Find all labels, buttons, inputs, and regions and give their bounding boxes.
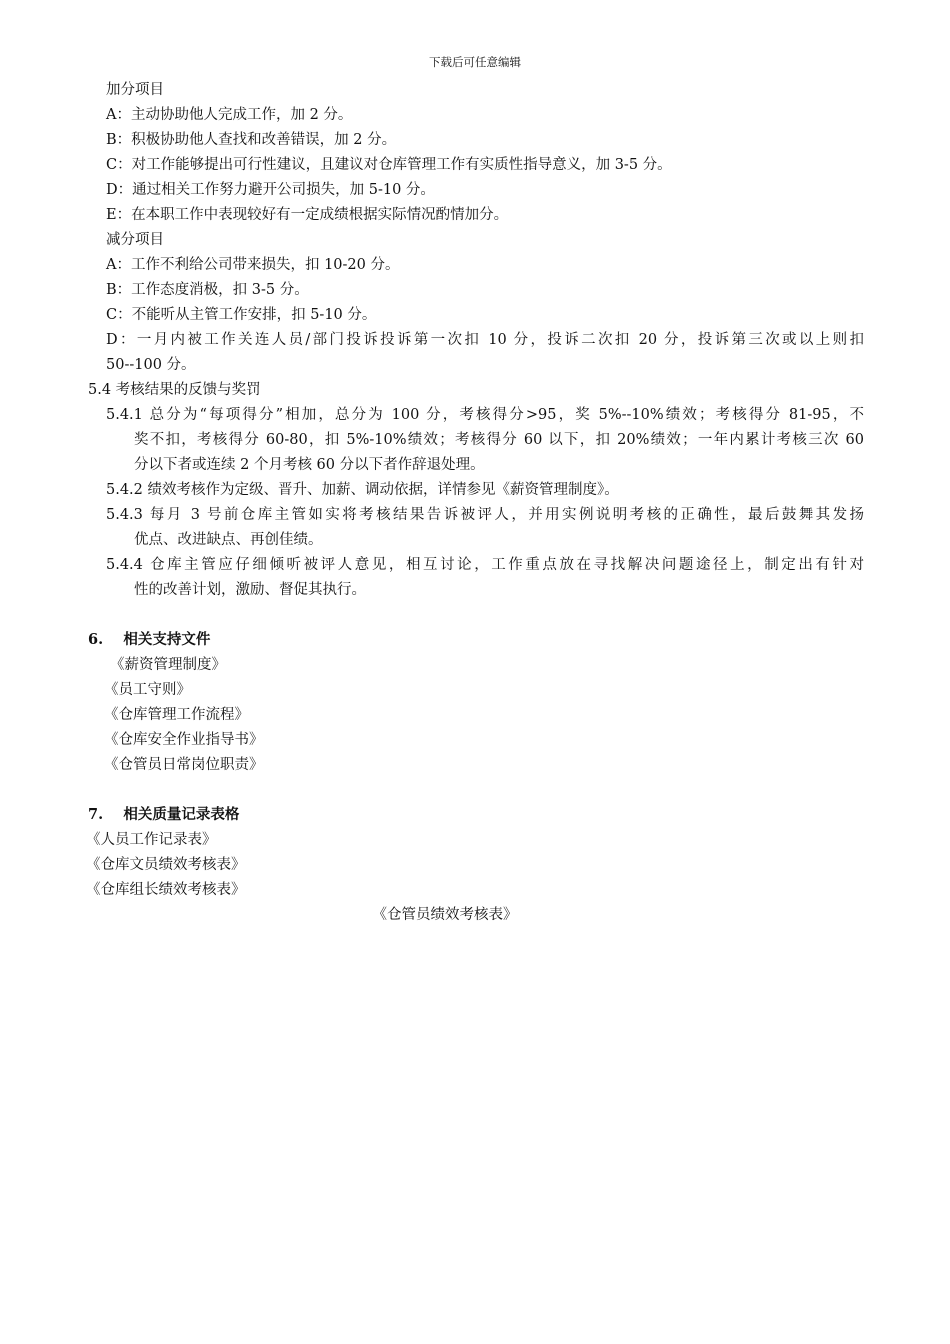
support-doc: 《仓库管理工作流程》 bbox=[104, 707, 249, 723]
deduct-item: B：工作态度消极，扣 3-5 分。 bbox=[106, 282, 309, 298]
support-doc: 《员工守则》 bbox=[104, 682, 191, 698]
page-header: 下载后可任意编辑 bbox=[429, 55, 521, 69]
quality-record-form: 《仓库组长绩效考核表》 bbox=[86, 882, 246, 898]
paragraph-5-4-1-cont: 奖不扣，考核得分 60-80，扣 5%-10%绩效；考核得分 60 以下，扣 20%绩效；一年内累计考核三次 60 bbox=[134, 432, 864, 448]
table-caption: 《仓管员绩效考核表》 bbox=[372, 907, 518, 923]
support-doc: 《薪资管理制度》 bbox=[110, 657, 226, 673]
paragraph-5-4-2: 5.4.2 绩效考核作为定级、晋升、加薪、调动依据，详情参见《薪资管理制度》。 bbox=[106, 482, 619, 498]
paragraph-5-4-4-cont: 性的改善计划，激励、督促其执行。 bbox=[134, 582, 366, 598]
bonus-item: D：通过相关工作努力避开公司损失，加 5-10 分。 bbox=[106, 182, 435, 198]
paragraph-5-4-4: 5.4.4 仓库主管应仔细倾听被评人意见，相互讨论，工作重点放在寻找解决问题途径上，制定出有针对 bbox=[106, 557, 864, 573]
bonus-item: E：在本职工作中表现较好有一定成绩根据实际情况酌情加分。 bbox=[106, 207, 509, 223]
deduct-item: D：一月内被工作关连人员/部门投诉投诉第一次扣 10 分，投诉二次扣 20 分，投诉第三次或以上则扣 bbox=[106, 332, 864, 348]
paragraph-5-4-1: 5.4.1 总分为“每项得分”相加，总分为 100 分，考核得分>95，奖 5%--10%绩效；考核得分 81-95，不 bbox=[106, 407, 864, 423]
deduct-item: C：不能听从主管工作安排，扣 5-10 分。 bbox=[106, 307, 377, 323]
support-doc: 《仓库安全作业指导书》 bbox=[104, 732, 264, 748]
section-7-title: 7. 相关质量记录表格 bbox=[88, 806, 240, 823]
paragraph-5-4-3: 5.4.3 每月 3 号前仓库主管如实将考核结果告诉被评人，并用实例说明考核的正确性，最后鼓舞其发扬 bbox=[106, 507, 864, 523]
section-5-4-title: 5.4 考核结果的反馈与奖罚 bbox=[88, 382, 261, 398]
quality-record-form: 《人员工作记录表》 bbox=[86, 832, 217, 848]
deduct-title: 减分项目 bbox=[106, 232, 164, 248]
paragraph-5-4-3-cont: 优点、改进缺点、再创佳绩。 bbox=[134, 532, 323, 548]
bonus-item: B：积极协助他人查找和改善错误，加 2 分。 bbox=[106, 132, 397, 148]
bonus-item: A：主动协助他人完成工作，加 2 分。 bbox=[106, 107, 353, 123]
bonus-title: 加分项目 bbox=[106, 82, 164, 98]
paragraph-5-4-1-cont: 分以下者或连续 2 个月考核 60 分以下者作辞退处理。 bbox=[134, 457, 485, 473]
support-doc: 《仓管员日常岗位职责》 bbox=[104, 757, 264, 773]
bonus-item: C：对工作能够提出可行性建议，且建议对仓库管理工作有实质性指导意义，加 3-5 分。 bbox=[106, 157, 672, 173]
section-6-title: 6. 相关支持文件 bbox=[88, 631, 211, 648]
deduct-item-continued: 50--100 分。 bbox=[106, 357, 196, 373]
quality-record-form: 《仓库文员绩效考核表》 bbox=[86, 857, 246, 873]
deduct-item: A：工作不利给公司带来损失，扣 10-20 分。 bbox=[106, 257, 400, 273]
